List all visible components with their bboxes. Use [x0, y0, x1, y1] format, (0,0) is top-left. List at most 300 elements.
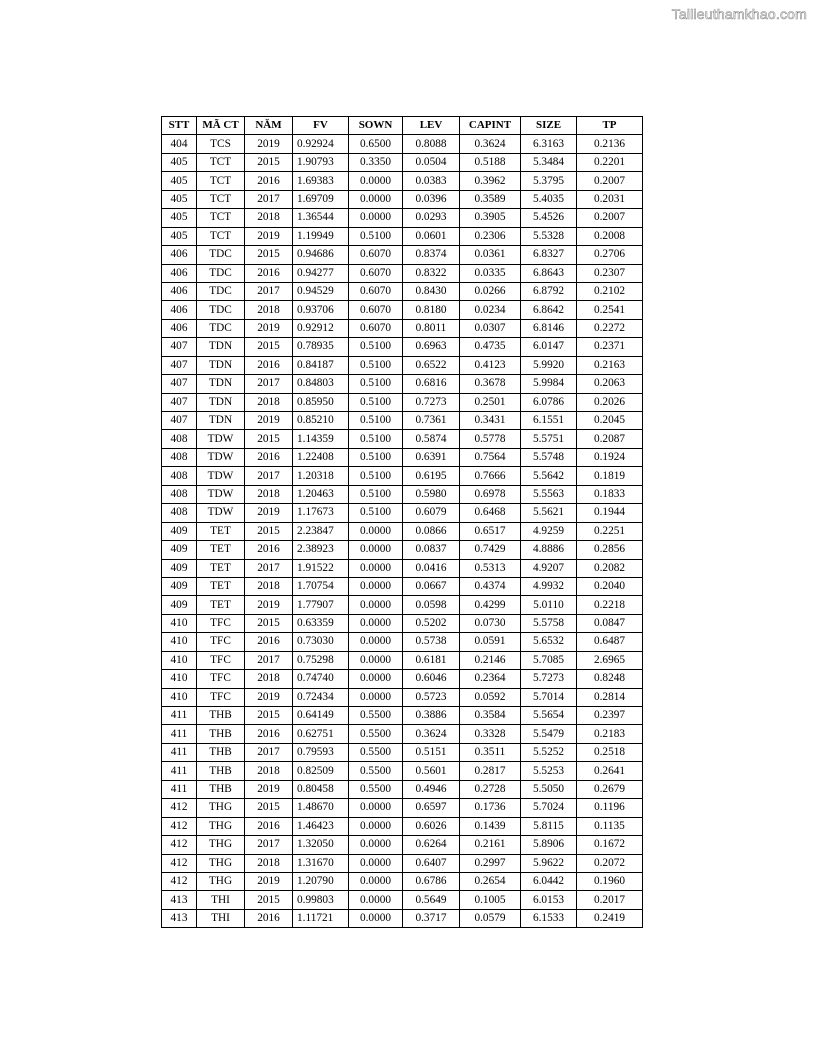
lev-cell: 0.6522 — [403, 356, 460, 374]
nam-cell: 2016 — [245, 448, 293, 466]
stt-cell: 410 — [162, 688, 197, 706]
nam-cell: 2018 — [245, 209, 293, 227]
sown-cell: 0.0000 — [349, 209, 403, 227]
ma-ct-cell: TDN — [197, 338, 245, 356]
fv-cell: 1.91522 — [293, 559, 349, 577]
capint-cell: 0.1005 — [460, 891, 521, 909]
size-cell: 5.6532 — [521, 633, 577, 651]
size-cell: 5.5253 — [521, 762, 577, 780]
nam-cell: 2015 — [245, 338, 293, 356]
table-row — [162, 725, 643, 743]
size-cell: 5.5654 — [521, 707, 577, 725]
ma-ct-cell: TDW — [197, 485, 245, 503]
size-cell: 6.8327 — [521, 246, 577, 264]
lev-cell: 0.6079 — [403, 504, 460, 522]
lev-cell: 0.5649 — [403, 891, 460, 909]
nam-cell: 2015 — [245, 153, 293, 171]
table-row — [162, 633, 643, 651]
nam-cell: 2019 — [245, 319, 293, 337]
sown-cell: 0.0000 — [349, 651, 403, 669]
size-cell: 5.5642 — [521, 467, 577, 485]
size-cell: 5.3795 — [521, 172, 577, 190]
sown-cell: 0.0000 — [349, 670, 403, 688]
nam-cell: 2016 — [245, 817, 293, 835]
tp-cell: 0.2007 — [577, 209, 643, 227]
stt-cell: 411 — [162, 762, 197, 780]
nam-cell: 2019 — [245, 780, 293, 798]
nam-cell: 2016 — [245, 356, 293, 374]
stt-cell: 409 — [162, 577, 197, 595]
table-row — [162, 338, 643, 356]
header-row — [162, 117, 643, 135]
nam-cell: 2019 — [245, 412, 293, 430]
fv-cell: 1.69383 — [293, 172, 349, 190]
nam-cell: 2018 — [245, 670, 293, 688]
size-cell: 6.8792 — [521, 282, 577, 300]
stt-cell: 412 — [162, 854, 197, 872]
nam-cell: 2018 — [245, 854, 293, 872]
sown-cell: 0.0000 — [349, 633, 403, 651]
ma-ct-cell: THB — [197, 743, 245, 761]
sown-cell: 0.5100 — [349, 356, 403, 374]
sown-cell: 0.5500 — [349, 762, 403, 780]
capint-cell: 0.0307 — [460, 319, 521, 337]
lev-cell: 0.6816 — [403, 375, 460, 393]
sown-cell: 0.0000 — [349, 872, 403, 890]
table-row — [162, 375, 643, 393]
lev-cell: 0.6597 — [403, 799, 460, 817]
lev-cell: 0.8322 — [403, 264, 460, 282]
tp-cell: 0.2307 — [577, 264, 643, 282]
fv-cell: 1.20790 — [293, 872, 349, 890]
capint-cell: 0.6517 — [460, 522, 521, 540]
sown-cell: 0.6070 — [349, 282, 403, 300]
tp-cell: 0.2856 — [577, 541, 643, 559]
header-sown: SOWN — [349, 117, 403, 135]
table-row — [162, 559, 643, 577]
capint-cell: 0.4123 — [460, 356, 521, 374]
stt-cell: 412 — [162, 872, 197, 890]
fv-cell: 1.90793 — [293, 153, 349, 171]
size-cell: 5.5748 — [521, 448, 577, 466]
lev-cell: 0.5980 — [403, 485, 460, 503]
size-cell: 6.1551 — [521, 412, 577, 430]
tp-cell: 0.2251 — [577, 522, 643, 540]
tp-cell: 0.2201 — [577, 153, 643, 171]
ma-ct-cell: TFC — [197, 614, 245, 632]
fv-cell: 1.11721 — [293, 909, 349, 927]
lev-cell: 0.8180 — [403, 301, 460, 319]
ma-ct-cell: TET — [197, 596, 245, 614]
table-body — [162, 135, 643, 928]
nam-cell: 2015 — [245, 799, 293, 817]
size-cell: 6.8643 — [521, 264, 577, 282]
capint-cell: 0.5778 — [460, 430, 521, 448]
nam-cell: 2018 — [245, 762, 293, 780]
stt-cell: 407 — [162, 338, 197, 356]
capint-cell: 0.3584 — [460, 707, 521, 725]
ma-ct-cell: TCT — [197, 172, 245, 190]
table-row — [162, 872, 643, 890]
fv-cell: 0.94529 — [293, 282, 349, 300]
size-cell: 6.0147 — [521, 338, 577, 356]
nam-cell: 2016 — [245, 725, 293, 743]
tp-cell: 0.2040 — [577, 577, 643, 595]
stt-cell: 405 — [162, 209, 197, 227]
table-row — [162, 282, 643, 300]
tp-cell: 0.2163 — [577, 356, 643, 374]
size-cell: 6.3163 — [521, 135, 577, 153]
header-size: SIZE — [521, 117, 577, 135]
ma-ct-cell: TDN — [197, 375, 245, 393]
table-row — [162, 688, 643, 706]
size-cell: 5.0110 — [521, 596, 577, 614]
nam-cell: 2017 — [245, 282, 293, 300]
size-cell: 4.8886 — [521, 541, 577, 559]
tp-cell: 0.2007 — [577, 172, 643, 190]
lev-cell: 0.7273 — [403, 393, 460, 411]
lev-cell: 0.6963 — [403, 338, 460, 356]
capint-cell: 0.3624 — [460, 135, 521, 153]
tp-cell: 0.1672 — [577, 836, 643, 854]
lev-cell: 0.5601 — [403, 762, 460, 780]
data-table — [161, 116, 643, 928]
lev-cell: 0.8088 — [403, 135, 460, 153]
sown-cell: 0.6070 — [349, 319, 403, 337]
sown-cell: 0.0000 — [349, 172, 403, 190]
sown-cell: 0.5100 — [349, 412, 403, 430]
fv-cell: 0.62751 — [293, 725, 349, 743]
capint-cell: 0.0361 — [460, 246, 521, 264]
size-cell: 5.9622 — [521, 854, 577, 872]
ma-ct-cell: THG — [197, 836, 245, 854]
header-stt: STT — [162, 117, 197, 135]
size-cell: 5.9984 — [521, 375, 577, 393]
lev-cell: 0.4946 — [403, 780, 460, 798]
ma-ct-cell: TDN — [197, 412, 245, 430]
stt-cell: 406 — [162, 246, 197, 264]
lev-cell: 0.6046 — [403, 670, 460, 688]
size-cell: 5.8115 — [521, 817, 577, 835]
sown-cell: 0.0000 — [349, 909, 403, 927]
nam-cell: 2017 — [245, 743, 293, 761]
size-cell: 5.3484 — [521, 153, 577, 171]
nam-cell: 2019 — [245, 872, 293, 890]
sown-cell: 0.5100 — [349, 430, 403, 448]
tp-cell: 0.2087 — [577, 430, 643, 448]
ma-ct-cell: TDC — [197, 246, 245, 264]
lev-cell: 0.8430 — [403, 282, 460, 300]
size-cell: 6.8642 — [521, 301, 577, 319]
size-cell: 5.7273 — [521, 670, 577, 688]
nam-cell: 2015 — [245, 891, 293, 909]
stt-cell: 412 — [162, 799, 197, 817]
lev-cell: 0.8011 — [403, 319, 460, 337]
lev-cell: 0.3717 — [403, 909, 460, 927]
table-row — [162, 393, 643, 411]
ma-ct-cell: THI — [197, 891, 245, 909]
fv-cell: 0.92924 — [293, 135, 349, 153]
tp-cell: 0.2102 — [577, 282, 643, 300]
lev-cell: 0.6407 — [403, 854, 460, 872]
sown-cell: 0.0000 — [349, 541, 403, 559]
lev-cell: 0.0598 — [403, 596, 460, 614]
fv-cell: 0.84803 — [293, 375, 349, 393]
stt-cell: 405 — [162, 153, 197, 171]
tp-cell: 0.2218 — [577, 596, 643, 614]
fv-cell: 1.69709 — [293, 190, 349, 208]
sown-cell: 0.6070 — [349, 301, 403, 319]
fv-cell: 1.46423 — [293, 817, 349, 835]
tp-cell: 0.2026 — [577, 393, 643, 411]
ma-ct-cell: TDC — [197, 282, 245, 300]
sown-cell: 0.6500 — [349, 135, 403, 153]
ma-ct-cell: THG — [197, 872, 245, 890]
lev-cell: 0.5738 — [403, 633, 460, 651]
size-cell: 4.9207 — [521, 559, 577, 577]
table-row — [162, 707, 643, 725]
table-row — [162, 817, 643, 835]
fv-cell: 1.20463 — [293, 485, 349, 503]
ma-ct-cell: TET — [197, 522, 245, 540]
capint-cell: 0.5188 — [460, 153, 521, 171]
tp-cell: 0.1960 — [577, 872, 643, 890]
fv-cell: 0.94686 — [293, 246, 349, 264]
capint-cell: 0.2146 — [460, 651, 521, 669]
stt-cell: 407 — [162, 375, 197, 393]
capint-cell: 0.0591 — [460, 633, 521, 651]
lev-cell: 0.3624 — [403, 725, 460, 743]
capint-cell: 0.2654 — [460, 872, 521, 890]
sown-cell: 0.0000 — [349, 688, 403, 706]
tp-cell: 0.2518 — [577, 743, 643, 761]
table-row — [162, 522, 643, 540]
sown-cell: 0.5500 — [349, 725, 403, 743]
stt-cell: 406 — [162, 264, 197, 282]
fv-cell: 1.32050 — [293, 836, 349, 854]
size-cell: 6.0786 — [521, 393, 577, 411]
capint-cell: 0.0592 — [460, 688, 521, 706]
lev-cell: 0.5202 — [403, 614, 460, 632]
stt-cell: 409 — [162, 522, 197, 540]
size-cell: 5.4035 — [521, 190, 577, 208]
sown-cell: 0.5100 — [349, 375, 403, 393]
ma-ct-cell: TET — [197, 541, 245, 559]
ma-ct-cell: TFC — [197, 633, 245, 651]
table-row — [162, 448, 643, 466]
lev-cell: 0.6195 — [403, 467, 460, 485]
fv-cell: 1.20318 — [293, 467, 349, 485]
lev-cell: 0.0293 — [403, 209, 460, 227]
size-cell: 6.0153 — [521, 891, 577, 909]
capint-cell: 0.5313 — [460, 559, 521, 577]
size-cell: 5.4526 — [521, 209, 577, 227]
nam-cell: 2015 — [245, 522, 293, 540]
tp-cell: 0.2045 — [577, 412, 643, 430]
stt-cell: 407 — [162, 356, 197, 374]
capint-cell: 0.6468 — [460, 504, 521, 522]
table-row — [162, 504, 643, 522]
size-cell: 6.1533 — [521, 909, 577, 927]
nam-cell: 2017 — [245, 375, 293, 393]
stt-cell: 408 — [162, 504, 197, 522]
lev-cell: 0.6786 — [403, 872, 460, 890]
nam-cell: 2017 — [245, 651, 293, 669]
capint-cell: 0.2501 — [460, 393, 521, 411]
nam-cell: 2017 — [245, 467, 293, 485]
sown-cell: 0.0000 — [349, 891, 403, 909]
lev-cell: 0.6181 — [403, 651, 460, 669]
sown-cell: 0.5500 — [349, 707, 403, 725]
table-row — [162, 780, 643, 798]
size-cell: 5.5758 — [521, 614, 577, 632]
stt-cell: 405 — [162, 172, 197, 190]
capint-cell: 0.3511 — [460, 743, 521, 761]
ma-ct-cell: TCS — [197, 135, 245, 153]
size-cell: 5.5621 — [521, 504, 577, 522]
capint-cell: 0.1439 — [460, 817, 521, 835]
fv-cell: 1.31670 — [293, 854, 349, 872]
nam-cell: 2019 — [245, 688, 293, 706]
nam-cell: 2015 — [245, 430, 293, 448]
size-cell: 5.9920 — [521, 356, 577, 374]
sown-cell: 0.5100 — [349, 504, 403, 522]
nam-cell: 2018 — [245, 577, 293, 595]
stt-cell: 410 — [162, 670, 197, 688]
fv-cell: 1.19949 — [293, 227, 349, 245]
lev-cell: 0.3886 — [403, 707, 460, 725]
stt-cell: 408 — [162, 430, 197, 448]
fv-cell: 1.22408 — [293, 448, 349, 466]
size-cell: 5.5328 — [521, 227, 577, 245]
size-cell: 5.5252 — [521, 743, 577, 761]
table-row — [162, 596, 643, 614]
fv-cell: 1.14359 — [293, 430, 349, 448]
stt-cell: 408 — [162, 485, 197, 503]
ma-ct-cell: TDW — [197, 448, 245, 466]
table-row — [162, 836, 643, 854]
capint-cell: 0.3962 — [460, 172, 521, 190]
size-cell: 4.9259 — [521, 522, 577, 540]
tp-cell: 0.2679 — [577, 780, 643, 798]
table-row — [162, 190, 643, 208]
capint-cell: 0.0266 — [460, 282, 521, 300]
capint-cell: 0.1736 — [460, 799, 521, 817]
header-nam: NĂM — [245, 117, 293, 135]
lev-cell: 0.6391 — [403, 448, 460, 466]
size-cell: 5.7024 — [521, 799, 577, 817]
capint-cell: 0.2997 — [460, 854, 521, 872]
ma-ct-cell: TDC — [197, 264, 245, 282]
ma-ct-cell: THG — [197, 817, 245, 835]
capint-cell: 0.2306 — [460, 227, 521, 245]
ma-ct-cell: TCT — [197, 153, 245, 171]
fv-cell: 1.70754 — [293, 577, 349, 595]
sown-cell: 0.5500 — [349, 743, 403, 761]
fv-cell: 0.85210 — [293, 412, 349, 430]
stt-cell: 407 — [162, 412, 197, 430]
ma-ct-cell: THB — [197, 707, 245, 725]
stt-cell: 408 — [162, 448, 197, 466]
stt-cell: 412 — [162, 836, 197, 854]
tp-cell: 0.2063 — [577, 375, 643, 393]
table-row — [162, 891, 643, 909]
capint-cell: 0.2364 — [460, 670, 521, 688]
fv-cell: 0.80458 — [293, 780, 349, 798]
capint-cell: 0.4735 — [460, 338, 521, 356]
stt-cell: 406 — [162, 301, 197, 319]
stt-cell: 409 — [162, 596, 197, 614]
tp-cell: 0.2017 — [577, 891, 643, 909]
tp-cell: 0.2072 — [577, 854, 643, 872]
nam-cell: 2015 — [245, 614, 293, 632]
table-row — [162, 209, 643, 227]
ma-ct-cell: TDC — [197, 319, 245, 337]
ma-ct-cell: THB — [197, 725, 245, 743]
tp-cell: 0.1135 — [577, 817, 643, 835]
tp-cell: 0.2272 — [577, 319, 643, 337]
fv-cell: 0.79593 — [293, 743, 349, 761]
table-row — [162, 412, 643, 430]
tp-cell: 0.2031 — [577, 190, 643, 208]
nam-cell: 2015 — [245, 707, 293, 725]
stt-cell: 411 — [162, 725, 197, 743]
ma-ct-cell: TDN — [197, 356, 245, 374]
lev-cell: 0.7361 — [403, 412, 460, 430]
size-cell: 5.5751 — [521, 430, 577, 448]
ma-ct-cell: TDN — [197, 393, 245, 411]
tp-cell: 0.2008 — [577, 227, 643, 245]
capint-cell: 0.6978 — [460, 485, 521, 503]
stt-cell: 406 — [162, 319, 197, 337]
capint-cell: 0.3328 — [460, 725, 521, 743]
fv-cell: 0.94277 — [293, 264, 349, 282]
header-capint: CAPINT — [460, 117, 521, 135]
size-cell: 5.5479 — [521, 725, 577, 743]
ma-ct-cell: TFC — [197, 670, 245, 688]
table-row — [162, 541, 643, 559]
ma-ct-cell: THI — [197, 909, 245, 927]
capint-cell: 0.0579 — [460, 909, 521, 927]
fv-cell: 1.77907 — [293, 596, 349, 614]
sown-cell: 0.5100 — [349, 448, 403, 466]
ma-ct-cell: TDW — [197, 430, 245, 448]
ma-ct-cell: TDW — [197, 504, 245, 522]
fv-cell: 0.82509 — [293, 762, 349, 780]
lev-cell: 0.0837 — [403, 541, 460, 559]
ma-ct-cell: TCT — [197, 227, 245, 245]
sown-cell: 0.0000 — [349, 190, 403, 208]
nam-cell: 2017 — [245, 836, 293, 854]
capint-cell: 0.4299 — [460, 596, 521, 614]
fv-cell: 0.74740 — [293, 670, 349, 688]
capint-cell: 0.7564 — [460, 448, 521, 466]
nam-cell: 2016 — [245, 264, 293, 282]
capint-cell: 0.3589 — [460, 190, 521, 208]
stt-cell: 413 — [162, 909, 197, 927]
table-row — [162, 577, 643, 595]
sown-cell: 0.5500 — [349, 780, 403, 798]
lev-cell: 0.5151 — [403, 743, 460, 761]
tp-cell: 0.2397 — [577, 707, 643, 725]
stt-cell: 404 — [162, 135, 197, 153]
capint-cell: 0.3431 — [460, 412, 521, 430]
table-row — [162, 909, 643, 927]
stt-cell: 410 — [162, 633, 197, 651]
nam-cell: 2018 — [245, 485, 293, 503]
ma-ct-cell: TET — [197, 559, 245, 577]
sown-cell: 0.0000 — [349, 614, 403, 632]
